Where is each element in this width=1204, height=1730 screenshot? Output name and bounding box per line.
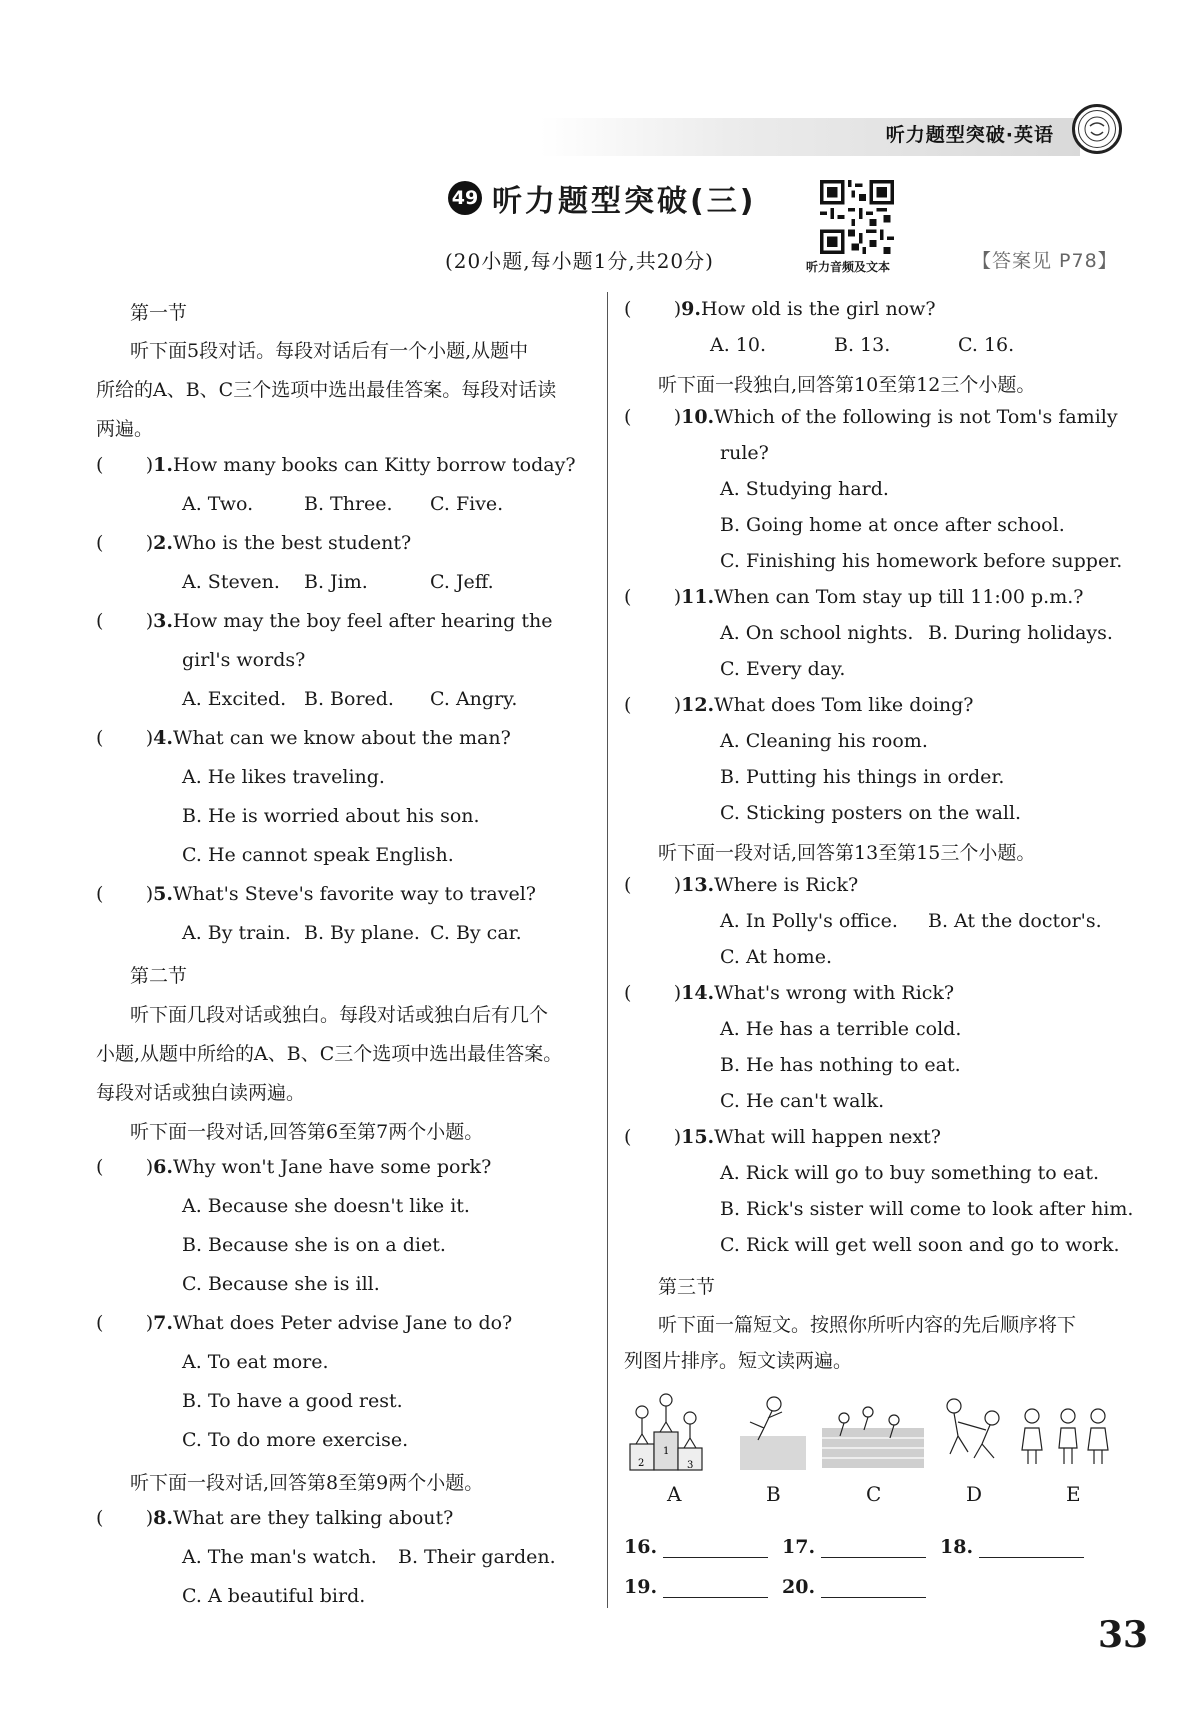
question-number: 7. [153, 1312, 173, 1334]
question-number: 1. [153, 454, 173, 476]
page-title [448, 176, 756, 220]
blank-number: 16. [624, 1536, 658, 1558]
option-b: B. He has nothing to eat. [720, 1054, 961, 1076]
section3-instruction-line: 列图片排序。短文读两遍。 [624, 1350, 853, 1372]
blank-line[interactable] [663, 1579, 768, 1598]
blank-line[interactable] [821, 1579, 926, 1598]
picture-label-e: E [1066, 1482, 1081, 1506]
option-c: C. 16. [958, 334, 1015, 356]
publisher-logo [1072, 104, 1122, 154]
section1-heading: 第一节 [130, 302, 188, 324]
option-a: A. 10. [710, 334, 767, 356]
question-number: 12. [681, 694, 715, 716]
question-text: What are they talking about? [172, 1507, 454, 1529]
question-number: 14. [681, 982, 715, 1004]
answer-paren[interactable]: ( ) [96, 532, 154, 554]
picture-c-running [822, 1407, 924, 1468]
option-c: C. Angry. [430, 688, 518, 710]
answer-paren[interactable]: ( ) [96, 883, 154, 905]
section2-instruction-line: 小题,从题中所给的A、B、C三个选项中选出最佳答案。 [96, 1043, 563, 1065]
option-c: C. Every day. [720, 658, 846, 680]
option-a: A. Steven. [182, 571, 280, 593]
option-b: B. By plane. [304, 922, 420, 944]
picture-b-jump [740, 1397, 806, 1470]
answer-blank-19[interactable] [624, 1576, 768, 1598]
option-c: C. A beautiful bird. [182, 1585, 366, 1607]
section2-instruction-line: 每段对话或独白读两遍。 [96, 1082, 306, 1104]
question-text: What does Peter advise Jane to do? [172, 1312, 513, 1334]
question-number: 9. [681, 298, 701, 320]
option-a: A. Cleaning his room. [720, 730, 928, 752]
question-2 [96, 532, 411, 554]
answer-paren[interactable]: ( ) [96, 1156, 154, 1178]
option-c: C. He can't walk. [720, 1090, 885, 1112]
question-text: What does Tom like doing? [714, 694, 974, 716]
answer-paren[interactable]: ( ) [96, 727, 154, 749]
option-a: A. By train. [182, 922, 291, 944]
section3-instruction-line: 听下面一篇短文。按照你所听内容的先后顺序将下 [658, 1314, 1077, 1336]
option-a: A. On school nights. [720, 622, 914, 644]
picture-strip [622, 1392, 1122, 1472]
option-c: C. By car. [430, 922, 522, 944]
answer-paren[interactable]: ( ) [624, 982, 682, 1004]
dialogue-intro: 听下面一段对话,回答第8至第9两个小题。 [130, 1472, 484, 1494]
option-c: C. Because she is ill. [182, 1273, 380, 1295]
picture-label-c: C [866, 1482, 882, 1506]
option-c: C. Five. [430, 493, 504, 515]
blank-number: 20. [782, 1576, 816, 1598]
question-13 [624, 874, 858, 896]
question-text: What's wrong with Rick? [714, 982, 955, 1004]
question-number: 10. [681, 406, 715, 428]
option-a: A. The man's watch. [182, 1546, 377, 1568]
section1-instruction-line: 所给的A、B、C三个选项中选出最佳答案。每段对话读 [96, 379, 557, 401]
running-header: 听力题型突破·英语 [885, 124, 1054, 146]
question-12 [624, 694, 973, 716]
question-10 [624, 406, 1118, 428]
column-divider [607, 292, 608, 1608]
question-number: 13. [681, 874, 715, 896]
option-b: B. Putting his things in order. [720, 766, 1005, 788]
podium-number-1: 1 [663, 1446, 670, 1457]
dialogue-intro: 听下面一段对话,回答第13至第15三个小题。 [658, 842, 1036, 864]
option-a: A. In Polly's office. [720, 910, 898, 932]
option-a: A. Two. [182, 493, 254, 515]
question-text: What will happen next? [714, 1126, 941, 1148]
qr-code-icon[interactable] [820, 180, 894, 254]
answer-paren[interactable]: ( ) [96, 454, 154, 476]
blank-number: 19. [624, 1576, 658, 1598]
question-number: 4. [153, 727, 173, 749]
option-b: B. At the doctor's. [928, 910, 1102, 932]
qr-caption: 听力音频及文本 [806, 260, 891, 274]
answer-paren[interactable]: ( ) [624, 874, 682, 896]
option-b: B. 13. [834, 334, 891, 356]
question-3 [96, 610, 552, 632]
answer-blank-18[interactable] [940, 1536, 1084, 1558]
question-1 [96, 454, 576, 476]
question-6 [96, 1156, 491, 1178]
option-a: A. Studying hard. [720, 478, 889, 500]
section1-instruction-line: 听下面5段对话。每段对话后有一个小题,从题中 [130, 340, 529, 362]
blank-line[interactable] [821, 1539, 926, 1558]
question-number: 3. [153, 610, 173, 632]
option-c: C. Jeff. [430, 571, 494, 593]
question-4 [96, 727, 511, 749]
answer-blank-17[interactable] [782, 1536, 926, 1558]
question-text: How old is the girl now? [700, 298, 936, 320]
dialogue-intro: 听下面一段对话,回答第6至第7两个小题。 [130, 1121, 484, 1143]
option-b: B. Going home at once after school. [720, 514, 1065, 536]
picture-label-a: A [667, 1482, 682, 1506]
answer-blank-20[interactable] [782, 1576, 926, 1598]
answer-paren[interactable]: ( ) [96, 1312, 154, 1334]
question-text: How may the boy feel after hearing the [172, 610, 553, 632]
question-text-continued: girl's words? [182, 649, 306, 671]
option-a: A. He likes traveling. [182, 766, 385, 788]
picture-d-playing [947, 1399, 999, 1458]
page-number: 33 [1098, 1614, 1149, 1656]
question-9 [624, 298, 936, 320]
option-c: C. At home. [720, 946, 832, 968]
question-number: 15. [681, 1126, 715, 1148]
question-7 [96, 1312, 512, 1334]
option-c: C. Sticking posters on the wall. [720, 802, 1022, 824]
title-number-badge: 49 [448, 181, 482, 215]
option-b: B. To have a good rest. [182, 1390, 403, 1412]
question-number: 6. [153, 1156, 173, 1178]
podium-number-3: 3 [687, 1460, 694, 1471]
question-text: When can Tom stay up till 11:00 p.m.? [714, 586, 1084, 608]
picture-e-children [1022, 1409, 1108, 1464]
option-b: B. Rick's sister will come to look after him. [720, 1198, 1134, 1220]
blank-number: 17. [782, 1536, 816, 1558]
picture-label-b: B [766, 1482, 781, 1506]
question-15 [624, 1126, 941, 1148]
section3-heading: 第三节 [658, 1276, 716, 1298]
answer-paren[interactable]: ( ) [624, 694, 682, 716]
option-b: B. Three. [304, 493, 393, 515]
question-text: What can we know about the man? [172, 727, 511, 749]
option-b: B. Jim. [304, 571, 368, 593]
option-b: B. Their garden. [398, 1546, 556, 1568]
option-b: B. During holidays. [928, 622, 1113, 644]
option-a: A. He has a terrible cold. [720, 1018, 962, 1040]
option-b: B. Because she is on a diet. [182, 1234, 446, 1256]
option-c: C. To do more exercise. [182, 1429, 409, 1451]
option-b: B. He is worried about his son. [182, 805, 480, 827]
question-11 [624, 586, 1083, 608]
option-c: C. Finishing his homework before supper. [720, 550, 1123, 572]
answer-blank-16[interactable] [624, 1536, 768, 1558]
blank-line[interactable] [979, 1539, 1084, 1558]
blank-line[interactable] [663, 1539, 768, 1558]
question-8 [96, 1507, 453, 1529]
option-a: A. Because she doesn't like it. [182, 1195, 470, 1217]
section2-instruction-line: 听下面几段对话或独白。每段对话或独白后有几个 [130, 1004, 549, 1026]
answer-paren[interactable]: ( ) [624, 406, 682, 428]
answer-paren[interactable]: ( ) [96, 610, 154, 632]
question-text: Who is the best student? [172, 532, 412, 554]
section2-heading: 第二节 [130, 965, 188, 987]
section1-instruction-line: 两遍。 [96, 418, 154, 440]
podium-number-2: 2 [638, 1458, 645, 1469]
blank-number: 18. [940, 1536, 974, 1558]
answer-paren[interactable]: ( ) [624, 1126, 682, 1148]
option-c: C. He cannot speak English. [182, 844, 454, 866]
question-text: Which of the following is not Tom's family [714, 406, 1118, 428]
option-a: A. To eat more. [182, 1351, 329, 1373]
question-text: Where is Rick? [714, 874, 859, 896]
question-text: What's Steve's favorite way to travel? [172, 883, 536, 905]
option-c: C. Rick will get well soon and go to work. [720, 1234, 1120, 1256]
question-number: 11. [681, 586, 715, 608]
picture-label-d: D [966, 1482, 983, 1506]
answer-paren[interactable]: ( ) [624, 298, 682, 320]
answer-reference: 【答案见 P78】 [972, 250, 1118, 272]
question-number: 5. [153, 883, 173, 905]
option-b: B. Bored. [304, 688, 394, 710]
question-text: Why won't Jane have some pork? [172, 1156, 492, 1178]
question-number: 2. [153, 532, 173, 554]
monologue-intro: 听下面一段独白,回答第10至第12三个小题。 [658, 374, 1036, 396]
question-number: 8. [153, 1507, 173, 1529]
question-5 [96, 883, 536, 905]
option-a: A. Rick will go to buy something to eat. [720, 1162, 1100, 1184]
answer-paren[interactable]: ( ) [624, 586, 682, 608]
logo-seal [1078, 110, 1116, 148]
answer-paren[interactable]: ( ) [96, 1507, 154, 1529]
question-text-continued: rule? [720, 442, 769, 464]
question-14 [624, 982, 954, 1004]
score-info: (20小题,每小题1分,共20分) [445, 249, 714, 273]
title-text: 听力题型突破(三) [492, 184, 757, 219]
question-text: How many books can Kitty borrow today? [172, 454, 576, 476]
option-a: A. Excited. [182, 688, 287, 710]
